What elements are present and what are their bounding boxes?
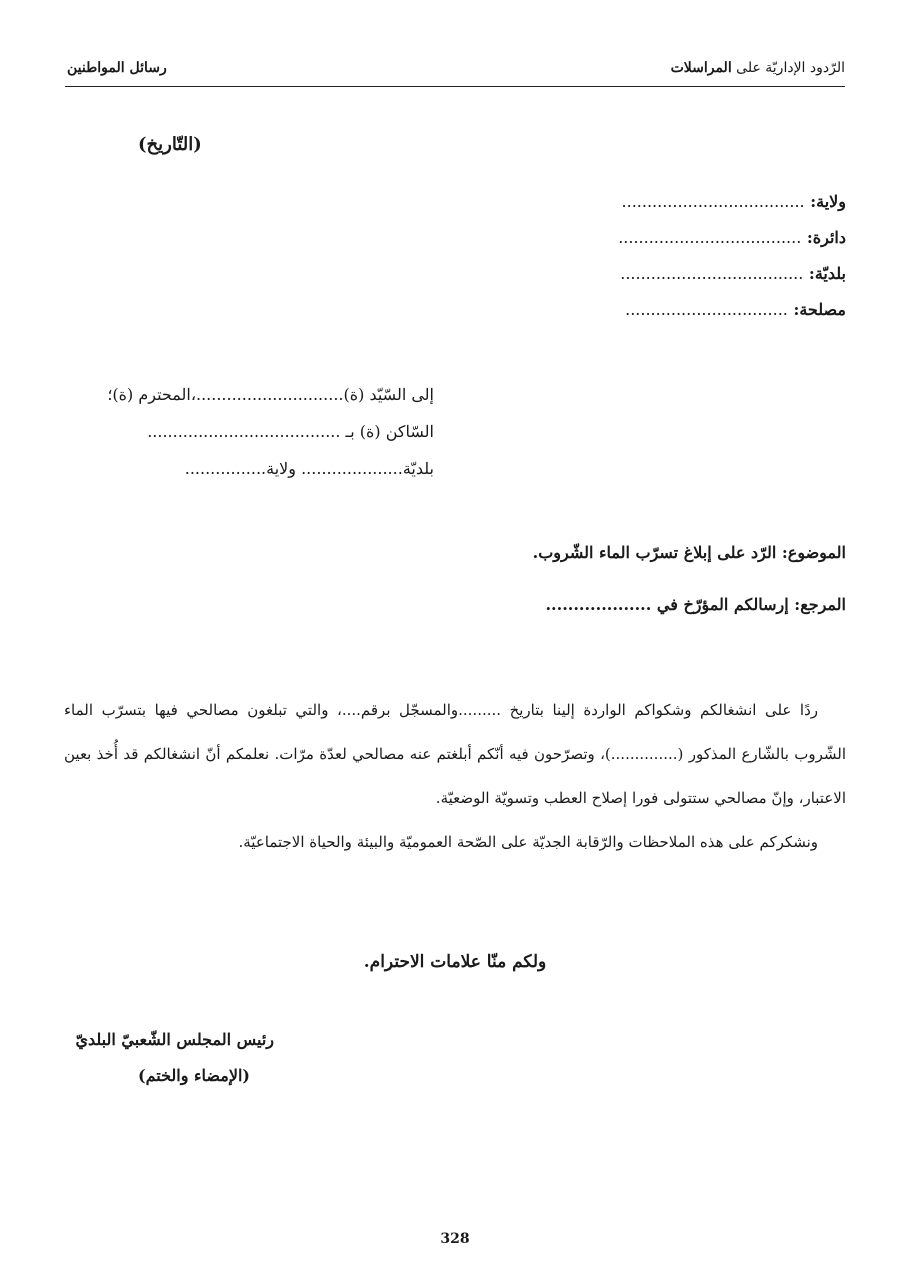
admin-label: بلديّة: xyxy=(808,264,846,283)
body-paragraph: ردًا على انشغالكم وشكواكم الواردة إلينا بتاريخ .........والمسجّل برقم....، والتي تبلغون مصالحي فيها بتسرّب الماء الشّروب بالشّارع المذكور (..............)، وتصرّحون فيه أنّكم أبلغتم عنه مصالحي لعدّة مرّات. نعلمكم أنّ انشغالكم قد أُخذ بعين الاعتبار، وإنّ مصالحي ستتولى فورا إصلاح العطب وتسويّة الوضعيّة. xyxy=(64,701,846,807)
admin-label: دائرة: xyxy=(806,228,846,247)
signatory-title: رئيس المجلس الشّعبيّ البلديّ xyxy=(75,1030,274,1049)
admin-dots: .................................... xyxy=(618,228,802,247)
letter-body xyxy=(64,688,846,864)
recipient-line-name: إلى السّيّد (ة).............................،المحترم (ة)؛ xyxy=(107,385,434,404)
body-paragraph: ونشكركم على هذه الملاحظات والرّقابة الجديّة على الصّحة العموميّة والبيئة والحياة الاجتماعيّة. xyxy=(238,833,818,851)
admin-label: مصلحة: xyxy=(793,300,846,319)
signature-note: (الإمضاء والختم) xyxy=(138,1066,250,1085)
admin-line-maslaha xyxy=(556,300,846,319)
admin-line-baladiya xyxy=(556,264,846,283)
subject-line: الموضوع: الرّد على إبلاغ تسرّب الماء الشّروب. xyxy=(532,543,846,562)
admin-dots: .................................... xyxy=(621,192,805,211)
reference-line: المرجع: إرسالكم المؤرّخ في ................... xyxy=(545,595,846,614)
page-number: 328 xyxy=(440,1231,470,1247)
header-section-prefix: الرّدود الإداريّة على xyxy=(731,60,845,76)
admin-label: ولاية: xyxy=(810,192,846,211)
closing-salutation: ولكم منّا علامات الاحترام. xyxy=(363,952,547,972)
header-rule xyxy=(65,86,845,87)
header-section-bold: المراسلات xyxy=(670,60,732,76)
recipient-line-residence: السّاكن (ة) بـ ...................................... xyxy=(147,422,434,441)
running-header-section xyxy=(671,60,845,76)
recipient-line-municipality: بلديّة.................... ولاية................ xyxy=(184,459,434,478)
admin-line-daira xyxy=(556,228,846,247)
running-header-chapter: رسائل المواطنين xyxy=(67,60,167,76)
date-placeholder: (التّاريخ) xyxy=(138,134,202,155)
admin-dots: ................................ xyxy=(625,300,788,319)
admin-line-wilaya xyxy=(556,192,846,211)
admin-dots: .................................... xyxy=(620,264,804,283)
